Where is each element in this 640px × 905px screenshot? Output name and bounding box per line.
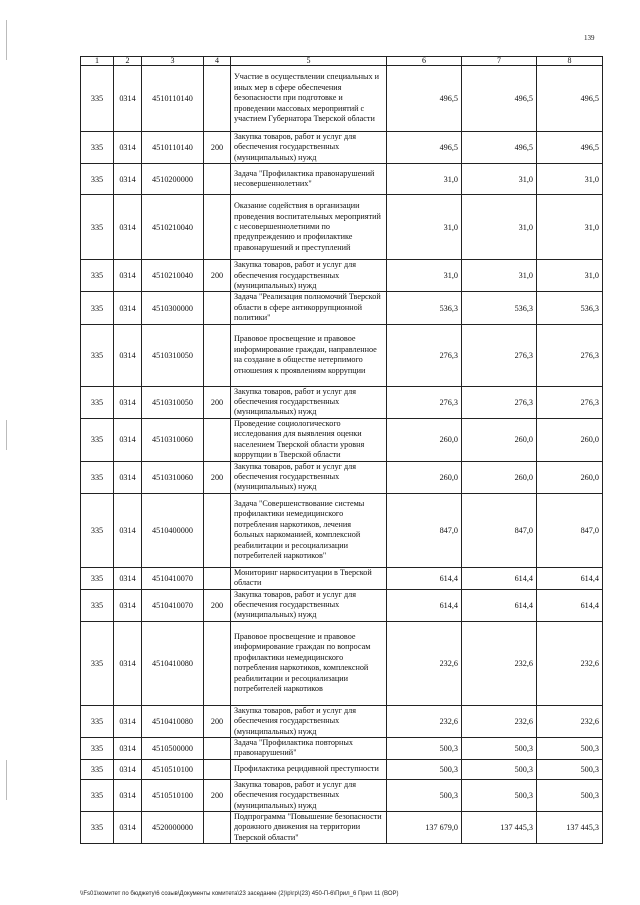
description-cell: Оказание содействия в организации проведения воспитательных мероприятий с несовершеннолетними по предупреждению и профилактике правонарушений и преступлений	[231, 195, 387, 260]
code-admin-cell: 335	[81, 759, 114, 779]
table-row	[81, 705, 603, 737]
code-section-cell: 0314	[114, 779, 142, 811]
code-admin-cell: 335	[81, 164, 114, 195]
scan-margin-mark	[6, 420, 7, 450]
table-row	[81, 324, 603, 386]
table-row	[81, 567, 603, 589]
amount-col8-cell: 496,5	[537, 66, 603, 132]
amount-col6-cell: 500,3	[387, 779, 462, 811]
code-target-cell: 4520000000	[142, 812, 204, 844]
description-cell: Правовое просвещение и правовое информирование граждан по вопросам профилактики немедицинского потребления наркотиков, комплексной реабилитации и ресоциализации потребителей наркотиков	[231, 621, 387, 705]
amount-col8-cell: 31,0	[537, 260, 603, 292]
code-expense-type-cell	[204, 493, 231, 567]
code-admin-cell: 335	[81, 324, 114, 386]
column-header: 4	[204, 57, 231, 66]
code-admin-cell: 335	[81, 386, 114, 418]
amount-col6-cell: 536,3	[387, 292, 462, 324]
amount-col8-cell: 260,0	[537, 461, 603, 493]
amount-col7-cell: 614,4	[462, 589, 537, 621]
amount-col7-cell: 847,0	[462, 493, 537, 567]
description-cell: Закупка товаров, работ и услуг для обеспечения государственных (муниципальных) нужд	[231, 260, 387, 292]
code-section-cell: 0314	[114, 567, 142, 589]
code-section-cell: 0314	[114, 621, 142, 705]
amount-col7-cell: 500,3	[462, 759, 537, 779]
description-cell: Закупка товаров, работ и услуг для обеспечения государственных (муниципальных) нужд	[231, 589, 387, 621]
code-target-cell: 4510510100	[142, 779, 204, 811]
amount-col6-cell: 614,4	[387, 589, 462, 621]
code-admin-cell: 335	[81, 195, 114, 260]
code-admin-cell: 335	[81, 260, 114, 292]
code-expense-type-cell: 200	[204, 260, 231, 292]
code-section-cell: 0314	[114, 759, 142, 779]
amount-col6-cell: 496,5	[387, 132, 462, 164]
table-row	[81, 812, 603, 844]
description-cell: Закупка товаров, работ и услуг для обеспечения государственных (муниципальных) нужд	[231, 705, 387, 737]
code-expense-type-cell	[204, 195, 231, 260]
table-row	[81, 461, 603, 493]
table-row	[81, 589, 603, 621]
code-section-cell: 0314	[114, 132, 142, 164]
code-target-cell: 4510300000	[142, 292, 204, 324]
code-admin-cell: 335	[81, 737, 114, 759]
footer-file-path: \\Fs01\комитет по бюджету\6 созыв\Документы комитета\23 заседание (2)\р\гр\(23) 450-П-6\Прил_6 Прил 11 (ВОР)	[80, 891, 399, 897]
amount-col7-cell: 31,0	[462, 195, 537, 260]
scan-margin-mark	[6, 760, 7, 800]
amount-col7-cell: 276,3	[462, 324, 537, 386]
code-expense-type-cell: 200	[204, 589, 231, 621]
code-section-cell: 0314	[114, 164, 142, 195]
description-cell: Подпрограмма "Повышение безопасности дорожного движения на территории Тверской области"	[231, 812, 387, 844]
code-section-cell: 0314	[114, 493, 142, 567]
scan-margin-mark	[6, 20, 7, 60]
budget-table	[80, 56, 603, 844]
code-section-cell: 0314	[114, 386, 142, 418]
code-admin-cell: 335	[81, 132, 114, 164]
code-target-cell: 4510110140	[142, 66, 204, 132]
column-header: 7	[462, 57, 537, 66]
code-target-cell: 4510310060	[142, 418, 204, 461]
code-admin-cell: 335	[81, 621, 114, 705]
code-target-cell: 4510210040	[142, 260, 204, 292]
code-expense-type-cell	[204, 418, 231, 461]
code-expense-type-cell	[204, 812, 231, 844]
column-header: 8	[537, 57, 603, 66]
amount-col8-cell: 276,3	[537, 324, 603, 386]
code-section-cell: 0314	[114, 705, 142, 737]
amount-col6-cell: 496,5	[387, 66, 462, 132]
code-expense-type-cell: 200	[204, 132, 231, 164]
code-admin-cell: 335	[81, 66, 114, 132]
description-cell: Задача "Профилактика правонарушений несовершеннолетних"	[231, 164, 387, 195]
amount-col7-cell: 137 445,3	[462, 812, 537, 844]
code-admin-cell: 335	[81, 292, 114, 324]
code-admin-cell: 335	[81, 567, 114, 589]
code-target-cell: 4510200000	[142, 164, 204, 195]
table-row	[81, 759, 603, 779]
code-admin-cell: 335	[81, 812, 114, 844]
code-admin-cell: 335	[81, 779, 114, 811]
amount-col7-cell: 31,0	[462, 260, 537, 292]
amount-col7-cell: 536,3	[462, 292, 537, 324]
table-row	[81, 164, 603, 195]
description-cell: Задача "Совершенствование системы профилактики немедицинского потребления наркотиков, лечения больных наркоманией, комплексной реабилитации и ресоциализации потребителей наркотиков"	[231, 493, 387, 567]
amount-col6-cell: 276,3	[387, 324, 462, 386]
amount-col7-cell: 232,6	[462, 705, 537, 737]
code-expense-type-cell	[204, 621, 231, 705]
amount-col6-cell: 500,3	[387, 737, 462, 759]
description-cell: Задача "Профилактика повторных правонарушений"	[231, 737, 387, 759]
code-section-cell: 0314	[114, 737, 142, 759]
description-cell: Участие в осуществлении специальных и иных мер в сфере обеспечения безопасности при подготовке и проведении массовых мероприятий с участием Губернатора Тверской области	[231, 66, 387, 132]
amount-col8-cell: 232,6	[537, 705, 603, 737]
amount-col6-cell: 500,3	[387, 759, 462, 779]
table-row	[81, 493, 603, 567]
amount-col6-cell: 847,0	[387, 493, 462, 567]
amount-col8-cell: 31,0	[537, 164, 603, 195]
amount-col7-cell: 260,0	[462, 418, 537, 461]
table-row	[81, 66, 603, 132]
description-cell: Задача "Реализация полномочий Тверской области в сфере антикоррупционной политики"	[231, 292, 387, 324]
amount-col8-cell: 500,3	[537, 779, 603, 811]
amount-col6-cell: 614,4	[387, 567, 462, 589]
column-header: 2	[114, 57, 142, 66]
amount-col8-cell: 614,4	[537, 589, 603, 621]
amount-col8-cell: 536,3	[537, 292, 603, 324]
description-cell: Профилактика рецидивной преступности	[231, 759, 387, 779]
description-cell: Закупка товаров, работ и услуг для обеспечения государственных (муниципальных) нужд	[231, 779, 387, 811]
code-expense-type-cell: 200	[204, 779, 231, 811]
table-row	[81, 386, 603, 418]
code-target-cell: 4510410080	[142, 705, 204, 737]
amount-col6-cell: 232,6	[387, 705, 462, 737]
code-expense-type-cell	[204, 292, 231, 324]
table-row	[81, 418, 603, 461]
code-expense-type-cell	[204, 759, 231, 779]
description-cell: Проведение социологического исследования для выявления оценки населением Тверской области уровня коррупции в Тверской области	[231, 418, 387, 461]
code-expense-type-cell: 200	[204, 461, 231, 493]
code-section-cell: 0314	[114, 461, 142, 493]
table-row	[81, 779, 603, 811]
code-admin-cell: 335	[81, 705, 114, 737]
code-target-cell: 4510410080	[142, 621, 204, 705]
column-header: 1	[81, 57, 114, 66]
amount-col7-cell: 260,0	[462, 461, 537, 493]
code-target-cell: 4510510100	[142, 759, 204, 779]
code-target-cell: 4510500000	[142, 737, 204, 759]
code-admin-cell: 335	[81, 461, 114, 493]
code-expense-type-cell: 200	[204, 705, 231, 737]
amount-col8-cell: 260,0	[537, 418, 603, 461]
amount-col7-cell: 496,5	[462, 132, 537, 164]
table-row	[81, 621, 603, 705]
amount-col6-cell: 31,0	[387, 260, 462, 292]
amount-col7-cell: 614,4	[462, 567, 537, 589]
description-cell: Мониторинг наркоситуации в Тверской области	[231, 567, 387, 589]
description-cell: Правовое просвещение и правовое информирование граждан, направленное на создание в обществе нетерпимого отношения к проявлениям коррупции	[231, 324, 387, 386]
code-expense-type-cell	[204, 567, 231, 589]
amount-col7-cell: 500,3	[462, 737, 537, 759]
amount-col6-cell: 260,0	[387, 461, 462, 493]
code-target-cell: 4510310050	[142, 324, 204, 386]
amount-col8-cell: 137 445,3	[537, 812, 603, 844]
code-expense-type-cell	[204, 66, 231, 132]
table-row	[81, 292, 603, 324]
column-header: 6	[387, 57, 462, 66]
amount-col7-cell: 31,0	[462, 164, 537, 195]
amount-col6-cell: 276,3	[387, 386, 462, 418]
amount-col7-cell: 232,6	[462, 621, 537, 705]
amount-col8-cell: 276,3	[537, 386, 603, 418]
code-section-cell: 0314	[114, 324, 142, 386]
code-section-cell: 0314	[114, 66, 142, 132]
description-cell: Закупка товаров, работ и услуг для обеспечения государственных (муниципальных) нужд	[231, 132, 387, 164]
table-row	[81, 195, 603, 260]
amount-col7-cell: 496,5	[462, 66, 537, 132]
amount-col8-cell: 500,3	[537, 737, 603, 759]
code-section-cell: 0314	[114, 812, 142, 844]
code-section-cell: 0314	[114, 260, 142, 292]
code-expense-type-cell	[204, 164, 231, 195]
code-target-cell: 4510210040	[142, 195, 204, 260]
amount-col6-cell: 260,0	[387, 418, 462, 461]
page-number: 139	[584, 34, 595, 42]
code-target-cell: 4510410070	[142, 567, 204, 589]
code-expense-type-cell	[204, 324, 231, 386]
amount-col8-cell: 500,3	[537, 759, 603, 779]
description-cell: Закупка товаров, работ и услуг для обеспечения государственных (муниципальных) нужд	[231, 386, 387, 418]
description-cell: Закупка товаров, работ и услуг для обеспечения государственных (муниципальных) нужд	[231, 461, 387, 493]
amount-col7-cell: 500,3	[462, 779, 537, 811]
code-target-cell: 4510400000	[142, 493, 204, 567]
column-header: 5	[231, 57, 387, 66]
amount-col8-cell: 614,4	[537, 567, 603, 589]
code-section-cell: 0314	[114, 195, 142, 260]
code-admin-cell: 335	[81, 589, 114, 621]
code-expense-type-cell: 200	[204, 386, 231, 418]
amount-col6-cell: 31,0	[387, 164, 462, 195]
table-row	[81, 260, 603, 292]
amount-col8-cell: 496,5	[537, 132, 603, 164]
code-section-cell: 0314	[114, 589, 142, 621]
code-target-cell: 4510410070	[142, 589, 204, 621]
code-admin-cell: 335	[81, 418, 114, 461]
amount-col8-cell: 847,0	[537, 493, 603, 567]
column-header: 3	[142, 57, 204, 66]
amount-col7-cell: 276,3	[462, 386, 537, 418]
table-row	[81, 737, 603, 759]
amount-col8-cell: 232,6	[537, 621, 603, 705]
table-row	[81, 132, 603, 164]
code-target-cell: 4510310050	[142, 386, 204, 418]
code-target-cell: 4510110140	[142, 132, 204, 164]
amount-col8-cell: 31,0	[537, 195, 603, 260]
amount-col6-cell: 137 679,0	[387, 812, 462, 844]
amount-col6-cell: 31,0	[387, 195, 462, 260]
amount-col6-cell: 232,6	[387, 621, 462, 705]
code-section-cell: 0314	[114, 292, 142, 324]
code-target-cell: 4510310060	[142, 461, 204, 493]
code-expense-type-cell	[204, 737, 231, 759]
code-section-cell: 0314	[114, 418, 142, 461]
column-number-header	[81, 57, 603, 66]
code-admin-cell: 335	[81, 493, 114, 567]
